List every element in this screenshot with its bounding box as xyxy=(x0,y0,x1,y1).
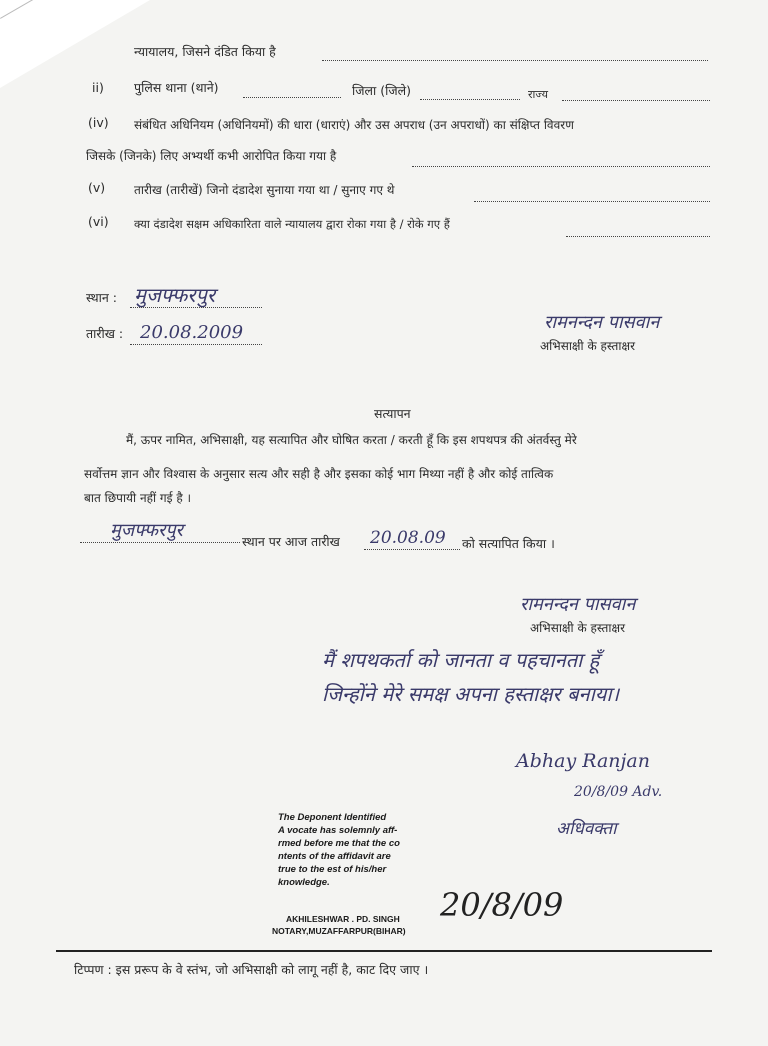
folded-corner xyxy=(0,0,150,88)
notary-seal-line: ntents of the affidavit are xyxy=(278,851,391,862)
signature-2: रामनन्दन पासवान xyxy=(520,594,636,615)
notary-seal-line: A vocate has solemnly aff- xyxy=(278,825,398,836)
signature-2-caption: अभिसाक्षी के हस्ताक्षर xyxy=(530,621,625,635)
notary-seal-line: rmed before me that the co xyxy=(278,838,400,849)
blank-verification-place xyxy=(80,542,240,543)
footnote: टिप्पण : इस प्ररूप के वे स्तंभ, जो अभिसाक्षी को लागू नहीं है, काट दिए जाए । xyxy=(74,962,429,977)
question-act-section-cont: जिसके (जिनके) लिए अभ्यर्थी कभी आरोपित किया गया है xyxy=(86,149,337,163)
question-number-vi: (vi) xyxy=(88,214,109,229)
blank-place xyxy=(130,307,262,308)
signature-1-caption: अभिसाक्षी के हस्ताक्षर xyxy=(540,339,635,353)
verification-para-line1: मैं, ऊपर नामित, अभिसाक्षी, यह सत्यापित और घोषित करता / करती हूँ कि इस शपथपत्र की अंतर्वस्तु मेरे xyxy=(126,433,577,447)
question-sentence-stayed: क्या दंडादेश सक्षम अधिकारिता वाले न्यायालय द्वारा रोका गया है / रोके गए हैं xyxy=(134,217,450,231)
notary-name: AKHILESHWAR . PD. SINGH xyxy=(286,914,400,924)
blank-court xyxy=(322,60,708,61)
place-label: स्थान : xyxy=(86,290,117,305)
advocate-signature: Abhay Ranjan xyxy=(516,750,650,772)
notary-handwritten-date: 20/8/09 xyxy=(440,886,564,924)
verification-place-text: स्थान पर आज तारीख xyxy=(242,534,340,549)
footer-rule xyxy=(56,950,712,952)
blank-sentence-stayed xyxy=(566,236,710,237)
advocate-note-line1: मैं शपथकर्ता को जानता व पहचानता हूँ xyxy=(322,648,600,672)
district-label: जिला (जिले) xyxy=(352,83,411,98)
blank-verification-date xyxy=(364,549,460,550)
notary-seal-line: knowledge. xyxy=(278,877,330,888)
question-court: न्यायालय, जिसने दंडित किया है xyxy=(134,44,276,59)
verification-heading: सत्यापन xyxy=(374,406,411,421)
advocate-date: 20/8/09 Adv. xyxy=(574,784,663,800)
question-number-v: (v) xyxy=(88,180,106,195)
question-police-station: पुलिस थाना (थाने) xyxy=(134,80,219,95)
question-number-iv: (iv) xyxy=(88,115,109,130)
verification-para-line2: सर्वोत्तम ज्ञान और विश्वास के अनुसार सत्य और सही है और इसका कोई भाग मिथ्या नहीं है और कोई तात्विक xyxy=(84,467,554,481)
question-sentence-dates: तारीख (तारीखें) जिनो दंडादेश सुनाया गया था / सुनाए गए थे xyxy=(134,183,395,197)
blank-date xyxy=(130,344,262,345)
notary-seal-line: The Deponent Identified xyxy=(278,812,387,823)
blank-sentence-dates xyxy=(474,201,710,202)
verification-tail: को सत्यापित किया । xyxy=(462,536,555,551)
place-handwritten: मुजफ्फरपुर xyxy=(134,283,215,307)
notary-seal-line: true to the est of his/her xyxy=(278,864,387,875)
blank-district xyxy=(420,99,520,100)
verification-para-line3: बात छिपायी नहीं गई है । xyxy=(84,491,192,505)
verification-place-handwritten: मुजफ्फरपुर xyxy=(110,520,183,541)
signature-1: रामनन्दन पासवान xyxy=(544,312,660,333)
date-label: तारीख : xyxy=(86,326,124,341)
advocate-title: अधिवक्ता xyxy=(556,819,617,839)
blank-state xyxy=(562,100,710,101)
blank-act-section xyxy=(412,166,710,167)
blank-police-station xyxy=(243,97,341,98)
date-handwritten: 20.08.2009 xyxy=(140,322,244,343)
question-number-ii: ii) xyxy=(92,80,104,95)
notary-address: NOTARY,MUZAFFARPUR(BIHAR) xyxy=(272,926,406,936)
advocate-note-line2: जिन्होंने मेरे समक्ष अपना हस्ताक्षर बनाया। xyxy=(322,682,620,706)
state-label: राज्य xyxy=(528,88,549,101)
question-act-section: संबंधित अधिनियम (अधिनियमों) की धारा (धाराएं) और उस अपराध (उन अपराधों) का संक्षिप्त विवरण xyxy=(134,118,574,132)
verification-date-handwritten: 20.08.09 xyxy=(370,528,446,548)
